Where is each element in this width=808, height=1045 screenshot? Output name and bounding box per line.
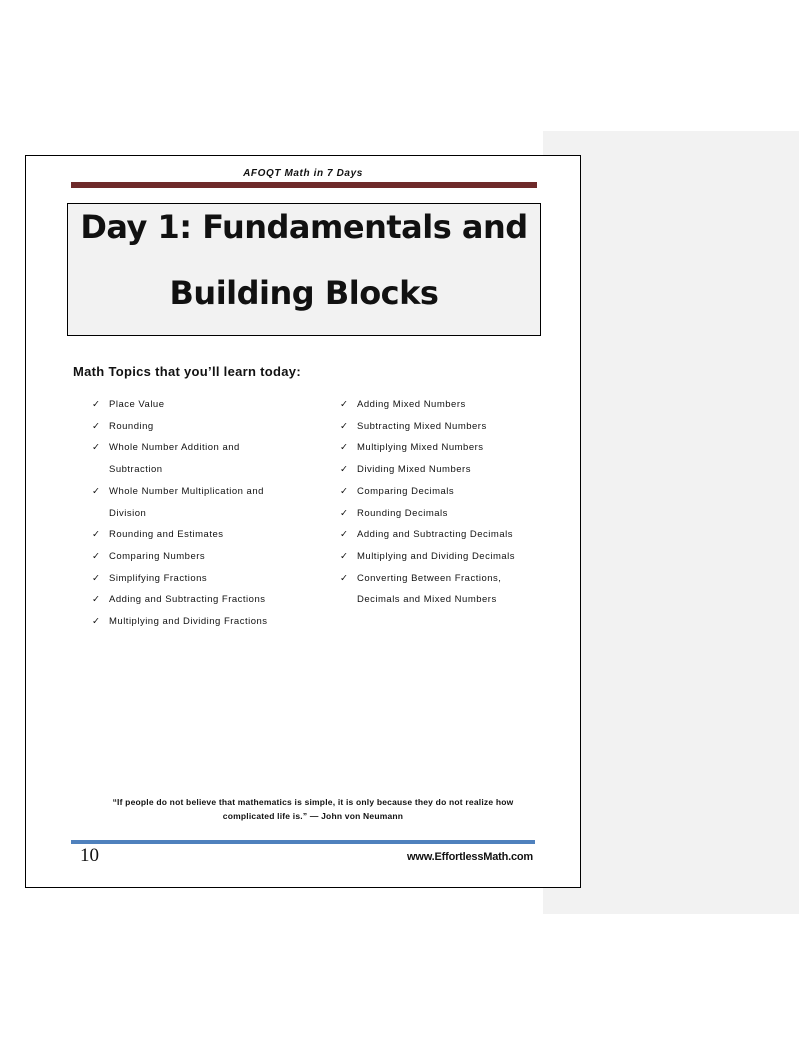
list-item: ✓ Adding and Subtracting Decimals: [340, 524, 540, 546]
list-item: ✓ Rounding: [92, 416, 312, 438]
checkmark-icon: ✓: [92, 616, 101, 628]
list-item: ✓ Simplifying Fractions: [92, 568, 312, 590]
list-item: ✓ Multiplying and Dividing Fractions: [92, 611, 312, 633]
chapter-title-line-1: Day 1: Fundamentals and: [80, 208, 528, 246]
chapter-title-box: [67, 203, 541, 336]
list-item: ✓ Subtracting Mixed Numbers: [340, 416, 540, 438]
document-page: [25, 155, 581, 888]
comment-margin-panel: [543, 131, 799, 914]
checkmark-icon: ✓: [340, 572, 349, 584]
list-item: ✓ Adding and Subtracting Fractions: [92, 589, 312, 611]
list-item: ✓ Adding Mixed Numbers: [340, 394, 540, 416]
list-item: ✓ Rounding Decimals: [340, 503, 540, 525]
list-item: ✓ Whole Number Multiplication and: [92, 481, 312, 503]
list-item-continuation: Division: [109, 507, 147, 519]
checkmark-icon: ✓: [340, 507, 349, 519]
checkmark-icon: ✓: [92, 485, 101, 497]
header-rule: [71, 182, 537, 188]
list-item: ✓ Comparing Decimals: [340, 481, 540, 503]
checkmark-icon: ✓: [340, 399, 349, 410]
topics-left-column: [92, 394, 312, 633]
list-item: ✓ Multiplying and Dividing Decimals: [340, 546, 540, 568]
list-item: ✓ Multiplying Mixed Numbers: [340, 437, 540, 459]
list-item-continuation: Subtraction: [109, 464, 163, 476]
quote-line-2: complicated life is.” — John von Neumann: [222, 811, 404, 821]
checkmark-icon: ✓: [92, 529, 101, 541]
chapter-title-line-2: Building Blocks: [169, 274, 439, 312]
list-item: ✓ Converting Between Fractions,: [340, 568, 540, 590]
checkmark-icon: ✓: [92, 442, 101, 454]
checkmark-icon: ✓: [92, 572, 101, 584]
list-item: ✓ Comparing Numbers: [92, 546, 312, 568]
list-item: ✓ Whole Number Addition and: [92, 437, 312, 459]
checkmark-icon: ✓: [340, 485, 349, 497]
footer-rule: [71, 840, 535, 844]
checkmark-icon: ✓: [92, 550, 101, 562]
checkmark-icon: ✓: [340, 529, 349, 541]
list-item: ✓ Rounding and Estimates: [92, 524, 312, 546]
list-item: ✓ Place Value: [92, 394, 312, 416]
page-number: 10: [80, 845, 99, 866]
running-header: AFOQT Math in 7 Days: [243, 168, 363, 179]
checkmark-icon: ✓: [340, 464, 349, 476]
checkmark-icon: ✓: [340, 550, 349, 562]
topics-right-column: [340, 394, 540, 611]
checkmark-icon: ✓: [92, 399, 101, 410]
website-link[interactable]: www.EffortlessMath.com: [407, 851, 533, 863]
list-item: ✓ Dividing Mixed Numbers: [340, 459, 540, 481]
list-item-continuation: Decimals and Mixed Numbers: [357, 594, 497, 606]
quote-line-1: “If people do not believe that mathematics is simple, it is only because they do not realize how: [112, 797, 514, 807]
checkmark-icon: ✓: [92, 420, 101, 432]
quote: [96, 795, 530, 823]
checkmark-icon: ✓: [92, 594, 101, 606]
topics-heading: Math Topics that you’ll learn today:: [73, 364, 301, 379]
checkmark-icon: ✓: [340, 442, 349, 454]
checkmark-icon: ✓: [340, 420, 349, 432]
